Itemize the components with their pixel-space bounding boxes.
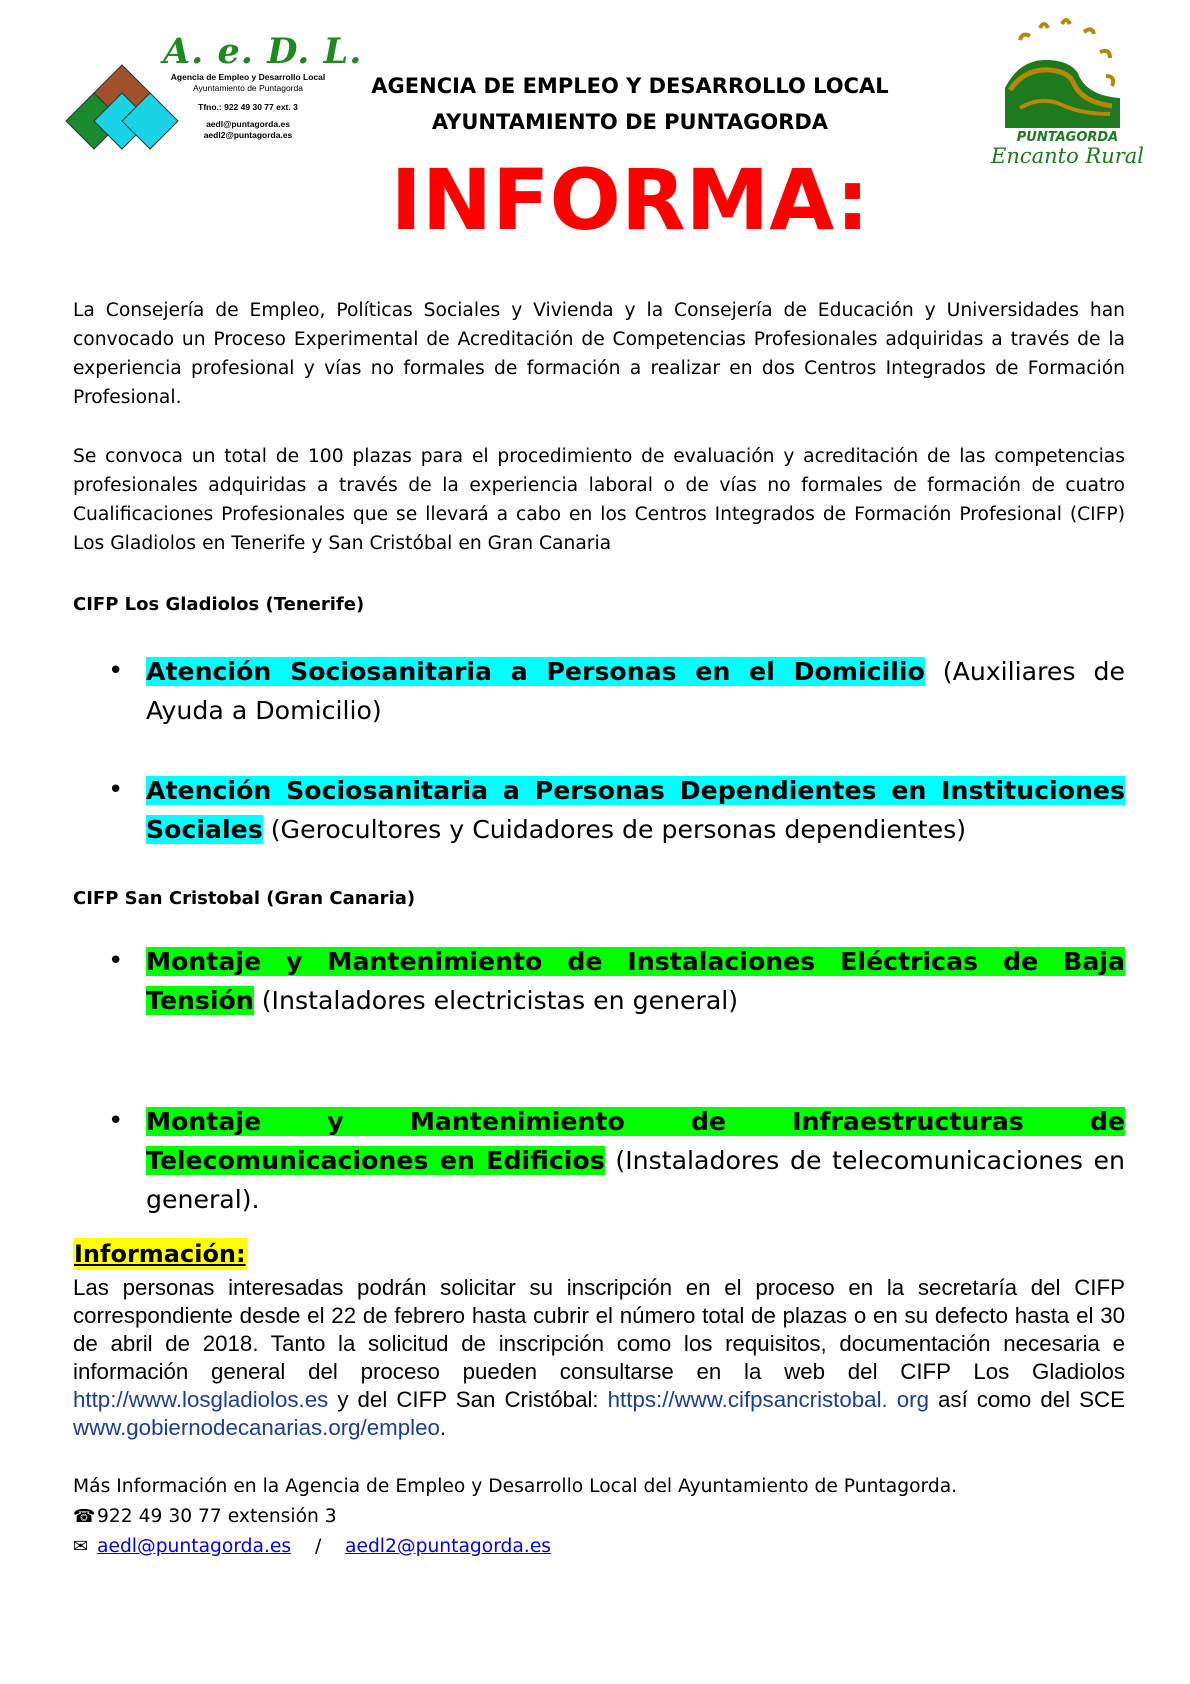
qualification-item (146, 771, 1125, 849)
info-heading: Información: (74, 1240, 246, 1268)
bullet-icon: • (108, 775, 124, 805)
aedl-logo-phone: Tfno.: 922 49 30 77 ext. 3 (198, 102, 298, 112)
san-cristobal-link[interactable]: https://www.cifpsancristobal. org (607, 1387, 929, 1412)
qualification-detail: (Instaladores de telecomunicaciones en general). (146, 1146, 1125, 1214)
agency-title-line-1: AGENCIA DE EMPLEO Y DESARROLLO LOCAL (371, 74, 889, 98)
sce-link[interactable]: www.gobiernodecanarias.org/empleo (73, 1415, 440, 1440)
qualification-item (146, 942, 1125, 1020)
qualification-item (146, 652, 1125, 730)
phone-number: 922 49 30 77 extensión 3 (97, 1506, 337, 1527)
qualification-title: Montaje y Mantenimiento de Instalaciones Eléctricas de Baja Tensión (146, 947, 1125, 1015)
more-info-line: Más Información en la Agencia de Empleo y Desarrollo Local del Ayuntamiento de Puntagorda. (73, 1476, 958, 1497)
puntagorda-sun-landscape-icon (1000, 18, 1140, 133)
aedl-logo-subtitle-1: Agencia de Empleo y Desarrollo Local (170, 72, 326, 82)
qualification-detail: (Instaladores electricistas en general) (253, 986, 739, 1015)
qualification-title: Atención Sociosanitaria a Personas Dependientes en Instituciones Sociales (146, 776, 1125, 844)
info-paragraph: Las personas interesadas podrán solicitar su inscripción en el proceso en la secretaría del CIFP correspondiente desde el 22 de febrero hasta cubrir el número total de plazas o en su defecto hasta el 30 de abril de 2018. Tanto la solicitud de inscripción como los requisitos, documentación necesaria e información general del proceso pueden consultarse en la web del CIFP Los Gladiolos http://www.losgladiolos.es y del CIFP San Cristóbal: https://www.cifpsancristobal. org así como del SCE www.gobiernodecanarias.org/empleo. (73, 1275, 1125, 1440)
bullet-icon: • (108, 1106, 124, 1136)
center-heading-san-cristobal: CIFP San Cristobal (Gran Canaria) (73, 888, 416, 909)
qualification-detail: (Auxiliares de Ayuda a Domicilio) (146, 657, 1125, 725)
bullet-icon: • (108, 946, 124, 976)
qualification-detail: (Gerocultores y Cuidadores de personas dependientes) (262, 815, 967, 844)
agency-title-line-2: AYUNTAMIENTO DE PUNTAGORDA (431, 110, 829, 134)
bullet-icon: • (108, 656, 124, 686)
email-line (73, 1532, 551, 1561)
qualification-title: Atención Sociosanitaria a Personas en el Domicilio (146, 657, 925, 686)
email-link-2[interactable]: aedl2@puntagorda.es (345, 1536, 552, 1557)
envelope-icon: ✉ (73, 1536, 89, 1557)
qualification-item (146, 1102, 1125, 1219)
center-heading-gladiolos: CIFP Los Gladiolos (Tenerife) (73, 594, 365, 615)
intro-paragraph-2: Se convoca un total de 100 plazas para el procedimiento de evaluación y acreditación de las competencias profesionales adquiridas a través de la experiencia laboral o de vías no formales de formación de cuatro Cualificaciones Profesionales que se llevará a cabo en los Centros Integrados de Formación Profesional (CIFP) Los Gladiolos en Tenerife y San Cristóbal en Gran Canaria (73, 446, 1125, 554)
intro-paragraph-1: La Consejería de Empleo, Políticas Sociales y Vivienda y la Consejería de Educación y Universidades han convocado un Proceso Experimental de Acreditación de Competencias Profesionales adquiridas a través de la experiencia profesional y vías no formales de formación a realizar en dos Centros Integrados de Formación Profesional. (73, 300, 1125, 408)
aedl-logo-title: A. e. D. L. (163, 31, 363, 72)
puntagorda-logo-name: PUNTAGORDA (1016, 130, 1119, 145)
email-separator: / (314, 1536, 322, 1557)
phone-line (73, 1502, 337, 1531)
phone-icon: ☎ (73, 1506, 96, 1527)
aedl-logo-email-2: aedl2@puntagorda.es (203, 130, 293, 140)
email-link-1[interactable]: aedl@puntagorda.es (97, 1536, 292, 1557)
aedl-logo-email-1: aedl@puntagorda.es (206, 119, 290, 129)
qualification-title: Montaje y Mantenimiento de Infraestructuras de Telecomunicaciones en Edificios (146, 1107, 1125, 1175)
aedl-logo-subtitle-2: Ayuntamiento de Puntagorda (193, 83, 303, 93)
puntagorda-logo-tagline: Encanto Rural (990, 144, 1145, 168)
informa-heading: INFORMA: (390, 151, 870, 249)
gladiolos-link[interactable]: http://www.losgladiolos.es (73, 1387, 329, 1412)
